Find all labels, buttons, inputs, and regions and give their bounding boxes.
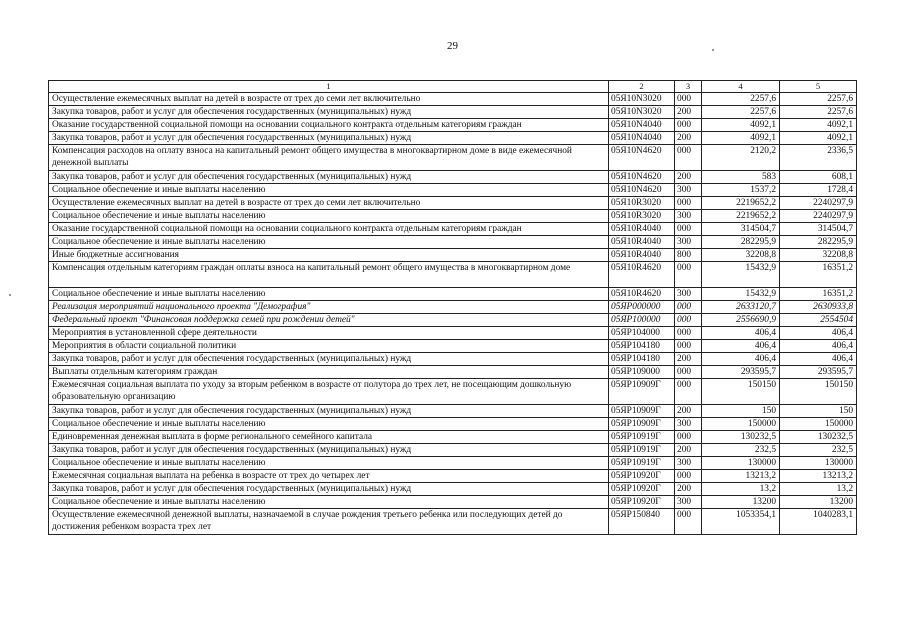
row-name-cell: Реализация мероприятий национального проекта "Демография" xyxy=(49,301,609,314)
row-value-5-cell: 406,4 xyxy=(780,353,857,366)
row-name-cell: Единовременная денежная выплата в форме регионального семейного капитала xyxy=(49,431,609,444)
row-code-cell: 05ЯP10909Г xyxy=(609,379,675,405)
row-code-cell: 05Я10N4040 xyxy=(609,132,675,145)
row-code-cell: 05Я10R3020 xyxy=(609,197,675,210)
row-expense-type-cell: 000 xyxy=(675,509,702,535)
row-name-cell: Социальное обеспечение и иные выплаты населению xyxy=(49,184,609,197)
table-row xyxy=(49,366,857,379)
row-value-5-cell: 16351,2 xyxy=(780,288,857,301)
row-value-5-cell: 406,4 xyxy=(780,327,857,340)
row-code-cell: 05ЯP10920Г xyxy=(609,470,675,483)
row-code-cell: 05Я10R4040 xyxy=(609,249,675,262)
row-name-cell: Осуществление ежемесячных выплат на детей в возрасте от трех до семи лет включительно xyxy=(49,197,609,210)
row-expense-type-cell: 800 xyxy=(675,249,702,262)
table-row xyxy=(49,327,857,340)
row-value-4-cell: 406,4 xyxy=(702,327,780,340)
row-code-cell: 05ЯP10919Г xyxy=(609,444,675,457)
row-value-4-cell: 13200 xyxy=(702,496,780,509)
row-expense-type-cell: 000 xyxy=(675,301,702,314)
table-row xyxy=(49,93,857,106)
row-value-4-cell: 13,2 xyxy=(702,483,780,496)
row-value-4-cell: 4092,1 xyxy=(702,119,780,132)
row-code-cell: 05ЯP150840 xyxy=(609,509,675,535)
row-name-cell: Ежемесячная социальная выплата на ребенка в возрасте от трех до четырех лет xyxy=(49,470,609,483)
row-expense-type-cell: 200 xyxy=(675,483,702,496)
row-code-cell: 05ЯP000000 xyxy=(609,301,675,314)
row-expense-type-cell: 000 xyxy=(675,314,702,327)
row-value-5-cell: 2554504 xyxy=(780,314,857,327)
row-value-5-cell: 314504,7 xyxy=(780,223,857,236)
row-value-5-cell: 4092,1 xyxy=(780,132,857,145)
row-expense-type-cell: 200 xyxy=(675,132,702,145)
row-code-cell: 05ЯP10920Г xyxy=(609,496,675,509)
table-row xyxy=(49,288,857,301)
row-expense-type-cell: 000 xyxy=(675,340,702,353)
table-row xyxy=(49,444,857,457)
row-value-4-cell: 130000 xyxy=(702,457,780,470)
row-code-cell: 05ЯP100000 xyxy=(609,314,675,327)
row-name-cell: Социальное обеспечение и иные выплаты населению xyxy=(49,236,609,249)
row-expense-type-cell: 000 xyxy=(675,327,702,340)
row-value-4-cell: 232,5 xyxy=(702,444,780,457)
row-name-cell: Социальное обеспечение и иные выплаты населению xyxy=(49,210,609,223)
row-code-cell: 05ЯP10920Г xyxy=(609,483,675,496)
row-name-cell: Компенсация отдельным категориям граждан оплаты взноса на капитальный ремонт общего имущества в многоквартирном доме xyxy=(49,262,609,288)
table-row xyxy=(49,119,857,132)
row-value-5-cell: 232,5 xyxy=(780,444,857,457)
row-value-5-cell: 2257,6 xyxy=(780,93,857,106)
table-row xyxy=(49,145,857,171)
row-name-cell: Социальное обеспечение и иные выплаты населению xyxy=(49,457,609,470)
row-value-4-cell: 150000 xyxy=(702,418,780,431)
table-row xyxy=(49,509,857,535)
row-name-cell: Социальное обеспечение и иные выплаты населению xyxy=(49,288,609,301)
row-value-4-cell: 2219652,2 xyxy=(702,210,780,223)
row-code-cell: 05ЯP104000 xyxy=(609,327,675,340)
row-name-cell: Закупка товаров, работ и услуг для обеспечения государственных (муниципальных) нужд xyxy=(49,405,609,418)
row-value-5-cell: 16351,2 xyxy=(780,262,857,288)
row-name-cell: Закупка товаров, работ и услуг для обеспечения государственных (муниципальных) нужд xyxy=(49,444,609,457)
table-row xyxy=(49,470,857,483)
row-code-cell: 05Я10R4620 xyxy=(609,262,675,288)
row-value-5-cell: 2240297,9 xyxy=(780,210,857,223)
table-row xyxy=(49,431,857,444)
row-value-4-cell: 4092,1 xyxy=(702,132,780,145)
table-row xyxy=(49,236,857,249)
table-row xyxy=(49,184,857,197)
row-expense-type-cell: 000 xyxy=(675,223,702,236)
row-expense-type-cell: 200 xyxy=(675,171,702,184)
row-value-4-cell: 2219652,2 xyxy=(702,197,780,210)
row-name-cell: Выплаты отдельным категориям граждан xyxy=(49,366,609,379)
row-value-4-cell: 1537,2 xyxy=(702,184,780,197)
row-value-5-cell: 1728,4 xyxy=(780,184,857,197)
header-cell-3: 3 xyxy=(675,81,702,93)
row-value-5-cell: 13200 xyxy=(780,496,857,509)
row-value-5-cell: 13,2 xyxy=(780,483,857,496)
row-value-5-cell: 282295,9 xyxy=(780,236,857,249)
row-value-4-cell: 32208,8 xyxy=(702,249,780,262)
row-expense-type-cell: 000 xyxy=(675,145,702,171)
row-code-cell: 05ЯP104180 xyxy=(609,353,675,366)
row-name-cell: Социальное обеспечение и иные выплаты населению xyxy=(49,496,609,509)
row-value-4-cell: 406,4 xyxy=(702,340,780,353)
table-row xyxy=(49,496,857,509)
row-value-4-cell: 150150 xyxy=(702,379,780,405)
row-expense-type-cell: 000 xyxy=(675,431,702,444)
row-expense-type-cell: 000 xyxy=(675,470,702,483)
table-row xyxy=(49,353,857,366)
row-code-cell: 05ЯP10919Г xyxy=(609,431,675,444)
row-value-5-cell: 150000 xyxy=(780,418,857,431)
row-expense-type-cell: 300 xyxy=(675,210,702,223)
table-row xyxy=(49,210,857,223)
row-value-4-cell: 406,4 xyxy=(702,353,780,366)
header-cell-1: 1 xyxy=(49,81,609,93)
row-name-cell: Оказание государственной социальной помощи на основании социального контракта отдельным категориям граждан xyxy=(49,119,609,132)
row-name-cell: Закупка товаров, работ и услуг для обеспечения государственных (муниципальных) нужд xyxy=(49,132,609,145)
table-row xyxy=(49,457,857,470)
row-value-4-cell: 15432,9 xyxy=(702,262,780,288)
table-row xyxy=(49,379,857,405)
row-expense-type-cell: 000 xyxy=(675,262,702,288)
row-value-5-cell: 2240297,9 xyxy=(780,197,857,210)
row-name-cell: Социальное обеспечение и иные выплаты населению xyxy=(49,418,609,431)
row-value-5-cell: 150 xyxy=(780,405,857,418)
row-code-cell: 05Я10R4040 xyxy=(609,223,675,236)
row-value-5-cell: 130000 xyxy=(780,457,857,470)
row-value-5-cell: 406,4 xyxy=(780,340,857,353)
table-row xyxy=(49,262,857,288)
budget-table xyxy=(48,80,857,535)
row-value-4-cell: 2633120,7 xyxy=(702,301,780,314)
row-expense-type-cell: 300 xyxy=(675,184,702,197)
table-row xyxy=(49,171,857,184)
row-expense-type-cell: 000 xyxy=(675,197,702,210)
header-cell-2: 2 xyxy=(609,81,675,93)
row-value-4-cell: 293595,7 xyxy=(702,366,780,379)
row-expense-type-cell: 300 xyxy=(675,288,702,301)
row-value-4-cell: 150 xyxy=(702,405,780,418)
row-expense-type-cell: 200 xyxy=(675,106,702,119)
row-value-4-cell: 130232,5 xyxy=(702,431,780,444)
row-value-5-cell: 32208,8 xyxy=(780,249,857,262)
row-code-cell: 05Я10N4620 xyxy=(609,145,675,171)
row-code-cell: 05Я10N4620 xyxy=(609,171,675,184)
row-name-cell: Ежемесячная социальная выплата по уходу за вторым ребенком в возрасте от полутора до трех лет, не посещающим дошкольную образовательную организацию xyxy=(49,379,609,405)
row-value-4-cell: 2556690,9 xyxy=(702,314,780,327)
row-expense-type-cell: 300 xyxy=(675,457,702,470)
row-name-cell: Осуществление ежемесячной денежной выплаты, назначаемой в случае рождения третьего ребенка или последующих детей до достижения ребенком возраста трех лет xyxy=(49,509,609,535)
row-expense-type-cell: 300 xyxy=(675,496,702,509)
row-value-5-cell: 13213,2 xyxy=(780,470,857,483)
row-name-cell: Закупка товаров, работ и услуг для обеспечения государственных (муниципальных) нужд xyxy=(49,353,609,366)
row-code-cell: 05Я10R3020 xyxy=(609,210,675,223)
page-number: 29 xyxy=(447,40,458,52)
row-value-4-cell: 2120,2 xyxy=(702,145,780,171)
row-expense-type-cell: 000 xyxy=(675,366,702,379)
table-row xyxy=(49,418,857,431)
scan-speck xyxy=(9,294,11,296)
table-row xyxy=(49,132,857,145)
row-code-cell: 05ЯP10909Г xyxy=(609,405,675,418)
row-code-cell: 05Я10N3020 xyxy=(609,106,675,119)
row-code-cell: 05ЯP104180 xyxy=(609,340,675,353)
table-row xyxy=(49,223,857,236)
row-value-4-cell: 2257,6 xyxy=(702,93,780,106)
row-value-5-cell: 293595,7 xyxy=(780,366,857,379)
table-row xyxy=(49,197,857,210)
table-row xyxy=(49,249,857,262)
row-name-cell: Оказание государственной социальной помощи на основании социального контракта отдельным категориям граждан xyxy=(49,223,609,236)
row-value-5-cell: 4092,1 xyxy=(780,119,857,132)
header-cell-4: 4 xyxy=(702,81,780,93)
row-name-cell: Осуществление ежемесячных выплат на детей в возрасте от трех до семи лет включительно xyxy=(49,93,609,106)
row-value-5-cell: 2630933,8 xyxy=(780,301,857,314)
row-code-cell: 05Я10N3020 xyxy=(609,93,675,106)
row-name-cell: Закупка товаров, работ и услуг для обеспечения государственных (муниципальных) нужд xyxy=(49,483,609,496)
row-expense-type-cell: 000 xyxy=(675,379,702,405)
row-expense-type-cell: 300 xyxy=(675,418,702,431)
row-code-cell: 05ЯP10909Г xyxy=(609,418,675,431)
header-cell-5: 5 xyxy=(780,81,857,93)
row-name-cell: Компенсация расходов на оплату взноса на капитальный ремонт общего имущества в многоквартирном доме в виде ежемесячной денежной выплаты xyxy=(49,145,609,171)
table-row xyxy=(49,405,857,418)
row-code-cell: 05ЯP10919Г xyxy=(609,457,675,470)
row-name-cell: Иные бюджетные ассигнования xyxy=(49,249,609,262)
row-code-cell: 05Я10N4040 xyxy=(609,119,675,132)
row-name-cell: Мероприятия в установленной сфере деятельности xyxy=(49,327,609,340)
row-value-5-cell: 130232,5 xyxy=(780,431,857,444)
row-expense-type-cell: 200 xyxy=(675,353,702,366)
row-expense-type-cell: 000 xyxy=(675,119,702,132)
row-value-4-cell: 1053354,1 xyxy=(702,509,780,535)
row-name-cell: Закупка товаров, работ и услуг для обеспечения государственных (муниципальных) нужд xyxy=(49,171,609,184)
row-expense-type-cell: 200 xyxy=(675,405,702,418)
row-name-cell: Мероприятия в области социальной политики xyxy=(49,340,609,353)
row-code-cell: 05ЯP109000 xyxy=(609,366,675,379)
row-expense-type-cell: 300 xyxy=(675,236,702,249)
table-header-row xyxy=(49,81,857,93)
table-row xyxy=(49,106,857,119)
row-value-4-cell: 282295,9 xyxy=(702,236,780,249)
row-value-4-cell: 15432,9 xyxy=(702,288,780,301)
table-row xyxy=(49,483,857,496)
row-name-cell: Закупка товаров, работ и услуг для обеспечения государственных (муниципальных) нужд xyxy=(49,106,609,119)
table-row xyxy=(49,340,857,353)
row-value-5-cell: 2336,5 xyxy=(780,145,857,171)
row-value-5-cell: 2257,6 xyxy=(780,106,857,119)
row-value-4-cell: 583 xyxy=(702,171,780,184)
scan-speck xyxy=(712,49,714,51)
row-code-cell: 05Я10R4040 xyxy=(609,236,675,249)
row-expense-type-cell: 200 xyxy=(675,444,702,457)
row-name-cell: Федеральный проект "Финансовая поддержка семей при рождении детей" xyxy=(49,314,609,327)
table-row xyxy=(49,314,857,327)
row-value-5-cell: 608,1 xyxy=(780,171,857,184)
row-expense-type-cell: 000 xyxy=(675,93,702,106)
row-code-cell: 05Я10R4620 xyxy=(609,288,675,301)
row-value-5-cell: 150150 xyxy=(780,379,857,405)
table-row xyxy=(49,301,857,314)
row-value-4-cell: 13213,2 xyxy=(702,470,780,483)
row-value-4-cell: 314504,7 xyxy=(702,223,780,236)
row-value-5-cell: 1040283,1 xyxy=(780,509,857,535)
row-value-4-cell: 2257,6 xyxy=(702,106,780,119)
row-code-cell: 05Я10N4620 xyxy=(609,184,675,197)
